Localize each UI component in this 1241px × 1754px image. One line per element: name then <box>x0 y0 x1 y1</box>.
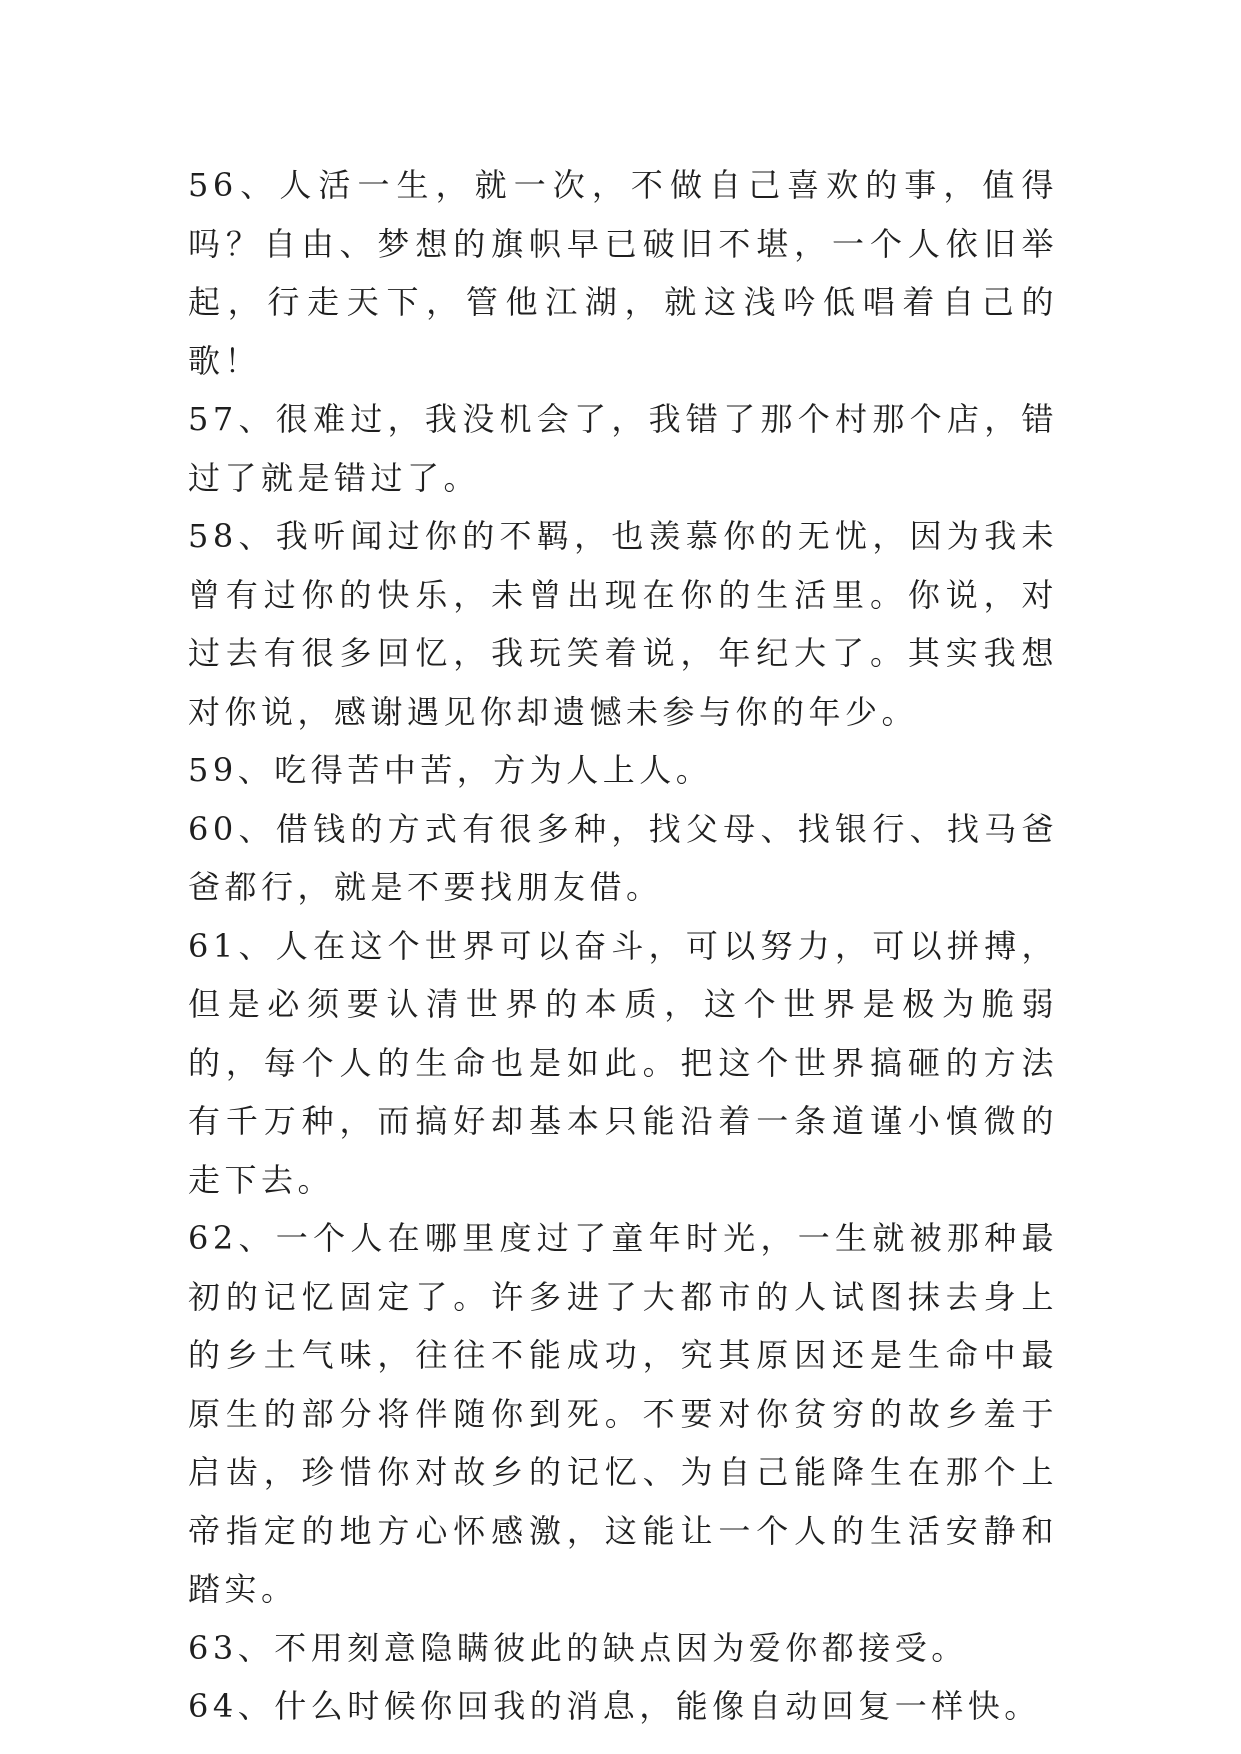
entry-61: 61、人在这个世界可以奋斗，可以努力，可以拼搏，但是必须要认清世界的本质，这个世界是极为脆弱的，每个人的生命也是如此。把这个世界搞砸的方法有千万种，而搞好却基本只能沿着一条道谨小慎微的走下去。 <box>188 926 1058 1199</box>
entry-59: 59、吃得苦中苦，方为人上人。 <box>188 751 713 789</box>
entry-60: 60、借钱的方式有很多种，找父母、找银行、找马爸爸都行，就是不要找朋友借。 <box>188 809 1058 906</box>
entry-62: 62、一个人在哪里度过了童年时光，一生就被那种最初的记忆固定了。许多进了大都市的人试图抹去身上的乡土气味，往往不能成功，究其原因还是生命中最原生的部分将伴随你到死。不要对你贫穷的故乡羞于启齿，珍惜你对故乡的记忆、为自己能降生在那个上帝指定的地方心怀感激，这能让一个人的生活安静和踏实。 <box>188 1219 1058 1608</box>
entry-57: 57、很难过，我没机会了，我错了那个村那个店，错过了就是错过了。 <box>188 400 1058 497</box>
entry-56: 56、人活一生，就一次，不做自己喜欢的事，值得吗？自由、梦想的旗帜早已破旧不堪，一个人依旧举起，行走天下，管他江湖，就这浅吟低唱着自己的歌！ <box>188 166 1058 380</box>
entry-63: 63、不用刻意隐瞒彼此的缺点因为爱你都接受。 <box>188 1628 968 1667</box>
document-body <box>188 156 1058 1736</box>
entry-64: 64、什么时候你回我的消息，能像自动回复一样快。 <box>188 1687 1041 1725</box>
entry-58: 58、我听闻过你的不羁，也羡慕你的无忧，因为我未曾有过你的快乐，未曾出现在你的生活里。你说，对过去有很多回忆，我玩笑着说，年纪大了。其实我想对你说，感谢遇见你却遗憾未参与你的年少。 <box>188 517 1058 731</box>
